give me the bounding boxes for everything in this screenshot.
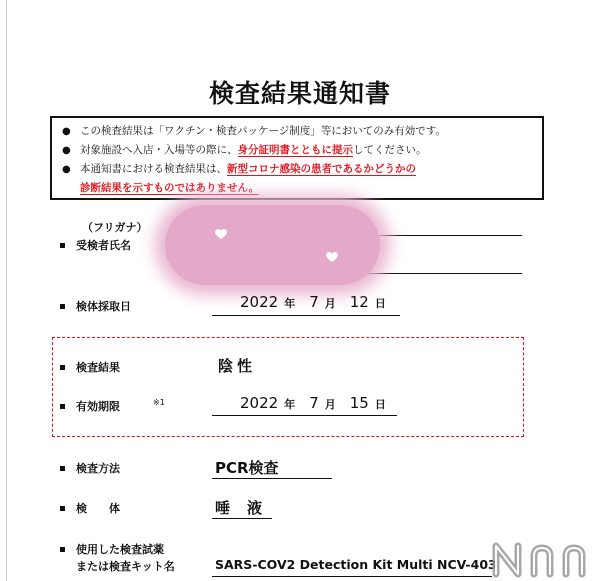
name-label: 受検者氏名 xyxy=(60,237,131,253)
result-value: 陰性 xyxy=(218,357,257,375)
expiry-date-underline xyxy=(212,415,397,416)
collection-date-label: 検体採取日 xyxy=(60,298,131,314)
collection-date-underline xyxy=(212,315,400,316)
emphasis-id-text: 身分証明書とともに提示 xyxy=(237,144,353,156)
specimen-label: 検 体 xyxy=(60,500,120,516)
emphasis-disclaimer-text-cont: 診断結果を示すものではありません。 xyxy=(80,182,260,194)
result-label: 検査結果 xyxy=(60,359,120,375)
heart-icon xyxy=(214,228,228,240)
redaction-blur xyxy=(165,205,380,285)
bullet-icon: ● xyxy=(62,164,71,175)
square-bullet-icon xyxy=(60,466,65,471)
bullet-icon: ● xyxy=(62,126,71,137)
kit-value: SARS-COV2 Detection Kit Multi NCV-403 xyxy=(215,557,497,572)
expiry-date-value: 2022 年 7 月 15 日 xyxy=(240,394,386,412)
bullet-icon: ● xyxy=(62,145,71,156)
expiry-footnote-mark: ※1 xyxy=(153,398,165,407)
method-underline xyxy=(212,478,332,479)
method-label: 検査方法 xyxy=(60,460,120,476)
square-bullet-icon xyxy=(60,404,65,409)
square-bullet-icon xyxy=(60,365,65,370)
square-bullet-icon xyxy=(60,304,65,309)
watermark-logo xyxy=(488,534,598,580)
kit-label: 使用した検査試薬 xyxy=(60,541,164,557)
expiry-label: 有効期限 xyxy=(60,398,120,414)
document-title: 検査結果通知書 xyxy=(208,79,391,108)
result-dashed-box xyxy=(52,337,524,437)
collection-date-value: 2022 年 7 月 12 日 xyxy=(240,293,386,311)
notice-item-disclaimer: ● 本通知書における検査結果は、新型コロナ感染の患者であるかどうかの xyxy=(62,160,534,179)
furigana-label: （フリガナ） xyxy=(82,221,148,234)
notice-item-validity: ● この検査結果は「ワクチン・検査パッケージ制度」等においてのみ有効です。 xyxy=(62,122,534,141)
specimen-underline xyxy=(212,518,272,519)
notice-item-id: ● 対象施設へ入店・入場等の際に、身分証明書とともに提示してください。 xyxy=(62,141,534,160)
method-value: PCR検査 xyxy=(215,459,279,477)
heart-icon xyxy=(325,251,339,263)
square-bullet-icon xyxy=(60,547,65,552)
square-bullet-icon xyxy=(60,243,65,248)
emphasis-disclaimer-text: 新型コロナ感染の患者であるかどうかの xyxy=(227,163,416,175)
notice-box xyxy=(50,116,544,200)
kit-label-line2: または検査キット名 xyxy=(76,560,175,573)
kit-underline xyxy=(212,576,492,577)
specimen-value: 唾 液 xyxy=(215,499,264,517)
square-bullet-icon xyxy=(60,506,65,511)
